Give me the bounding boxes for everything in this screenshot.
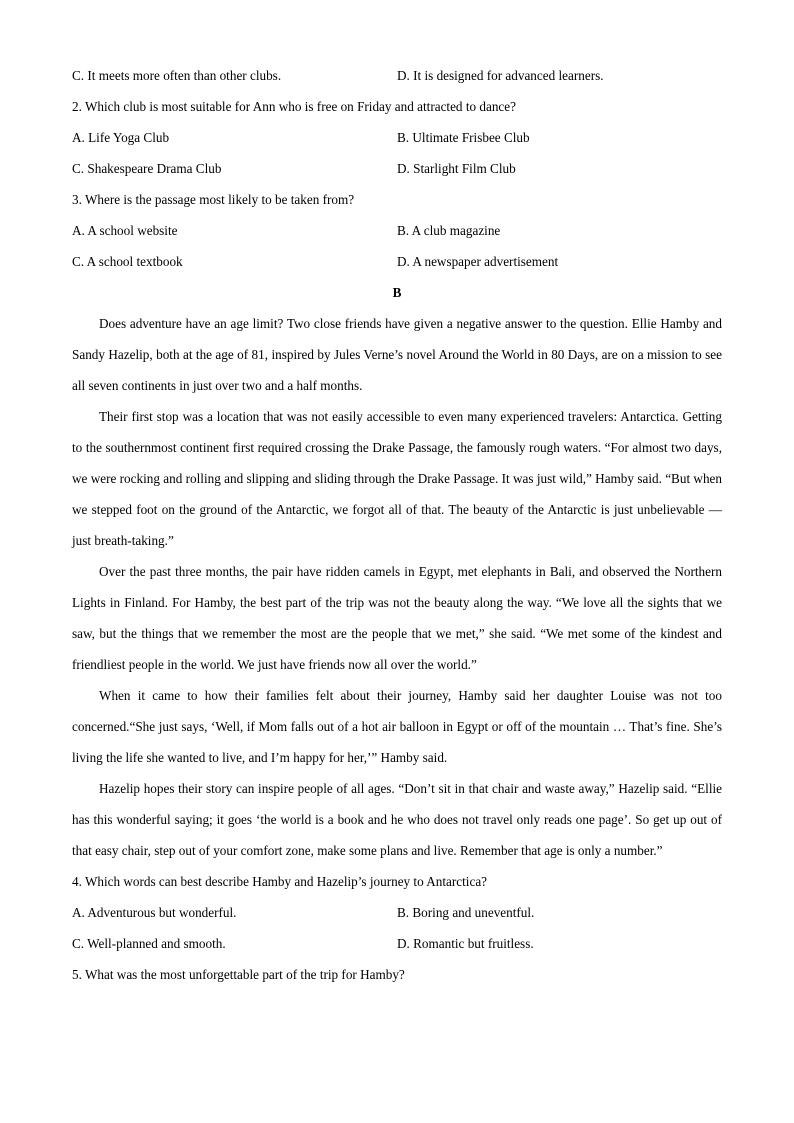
question-3-options-row-ab	[72, 215, 722, 246]
option-c: C. Well-planned and smooth.	[72, 936, 226, 951]
option-d: D. Romantic but fruitless.	[397, 936, 534, 951]
passage-paragraph-4: When it came to how their families felt about their journey, Hamby said her daughter Louise was not too concerned.“She just says, ‘Well, if Mom falls out of a hot air balloon in Egypt or off of the mountain … That’s fine. She’s living the life she wanted to live, and I’m happy for her,’” Hamby said.	[72, 688, 722, 765]
question-3-options-row-cd	[72, 246, 722, 277]
section-b-title: B	[392, 285, 402, 300]
passage-paragraph-3: Over the past three months, the pair have ridden camels in Egypt, met elephants in Bali, and observed the Northern Lights in Finland. For Hamby, the best part of the trip was not the beauty along the way. “We love all the sights that we saw, but the things that we remember the most are the people that we met,” she said. “We met some of the kindest and friendliest people in the world. We just have friends now all over the world.”	[72, 564, 722, 672]
question-3-stem: 3. Where is the passage most likely to be taken from?	[72, 192, 355, 207]
option-d: D. A newspaper advertisement	[397, 254, 559, 269]
question-2-stem: 2. Which club is most suitable for Ann who is free on Friday and attracted to dance?	[72, 99, 516, 114]
option-b: B. A club magazine	[397, 223, 501, 238]
question-5-stem: 5. What was the most unforgettable part of the trip for Hamby?	[72, 967, 405, 982]
question-2-options-row-ab	[72, 122, 722, 153]
question-1-options-row-cd	[72, 60, 722, 91]
document-page	[72, 60, 722, 990]
passage-paragraph-2: Their first stop was a location that was not easily accessible to even many experienced travelers: Antarctica. Getting to the southernmost continent first required crossing the Drake Passage, the famously rough waters. “For almost two days, we were rocking and rolling and slipping and sliding through the Drake Passage. It was just wild,” Hamby said. “But when we stepped foot on the ground of the Antarctic, we forgot all of that. The beauty of the Antarctic is just unbelievable — just breath-taking.”	[72, 409, 722, 548]
passage-paragraph-1: Does adventure have an age limit? Two close friends have given a negative answer to the question. Ellie Hamby and Sandy Hazelip, both at the age of 81, inspired by Jules Verne’s novel Around the World in 80 Days, are on a mission to see all seven continents in just over two and a half months.	[72, 316, 722, 393]
option-a: A. Life Yoga Club	[72, 130, 170, 145]
option-a: A. A school website	[72, 223, 178, 238]
question-4-options-row-ab	[72, 897, 722, 928]
option-a: A. Adventurous but wonderful.	[72, 905, 237, 920]
option-d: D. It is designed for advanced learners.	[397, 68, 604, 83]
question-2-options-row-cd	[72, 153, 722, 184]
option-c: C. A school textbook	[72, 254, 183, 269]
option-b: B. Boring and uneventful.	[397, 905, 535, 920]
option-c: C. Shakespeare Drama Club	[72, 161, 222, 176]
passage-paragraph-5: Hazelip hopes their story can inspire people of all ages. “Don’t sit in that chair and waste away,” Hazelip said. “Ellie has this wonderful saying; it goes ‘the world is a book and he who does not travel only reads one page’. So get up out of that easy chair, step out of your comfort zone, make some plans and live. Remember that age is only a number.”	[72, 781, 722, 858]
option-c: C. It meets more often than other clubs.	[72, 68, 282, 83]
option-b: B. Ultimate Frisbee Club	[397, 130, 530, 145]
question-4-stem: 4. Which words can best describe Hamby and Hazelip’s journey to Antarctica?	[72, 874, 488, 889]
question-4-options-row-cd	[72, 928, 722, 959]
option-d: D. Starlight Film Club	[397, 161, 516, 176]
